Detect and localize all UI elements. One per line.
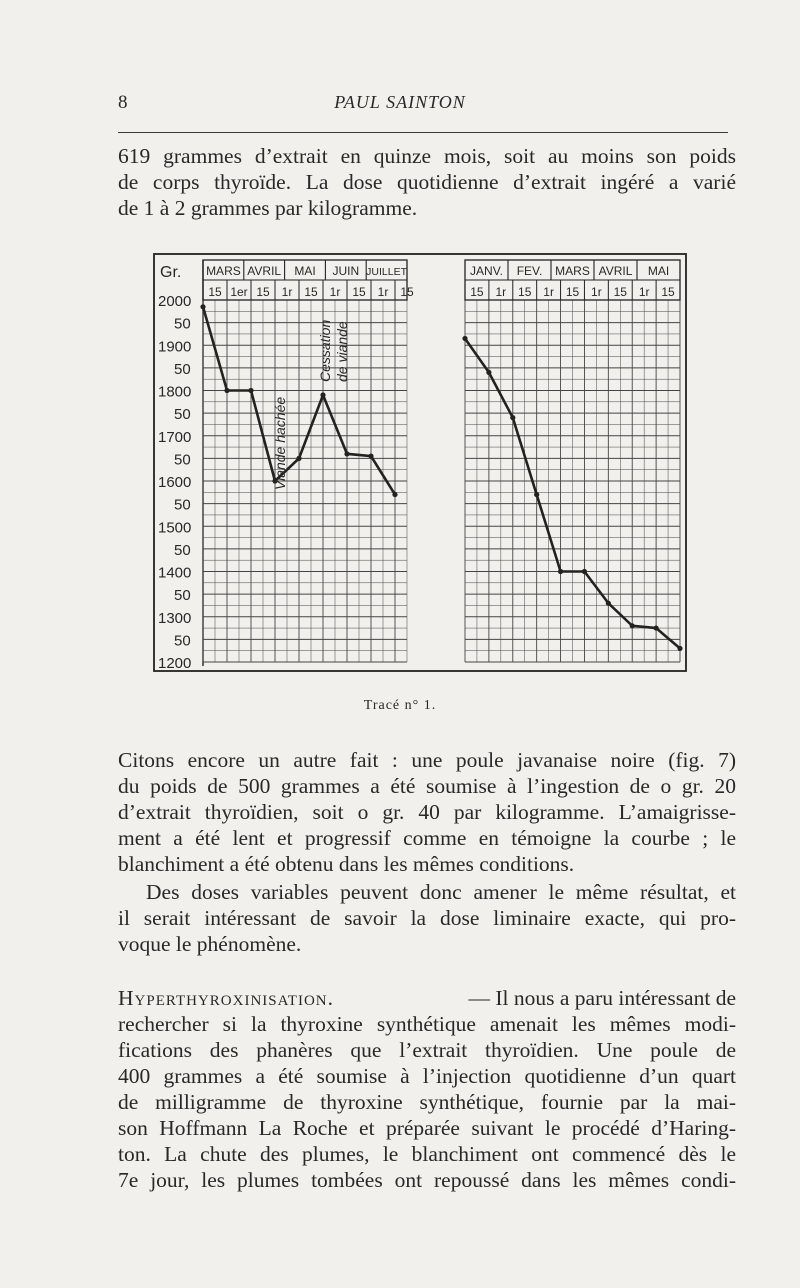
left-data-point [200,304,205,309]
text-line: du poids de 500 grammes a été soumise à l’ingestion de o gr. 20 [118,774,736,798]
left-month-label: MAI [294,264,316,278]
text-line: blanchiment a été obtenu dans les mêmes conditions. [118,852,575,876]
right-month-label: FEV. [516,264,543,278]
right-data-point [677,646,682,651]
annotation-cessation: Cessation [317,319,333,382]
left-day-label: 1r [329,285,341,299]
left-month-label: AVRIL [247,264,282,278]
text-line: 7e jour, les plumes tombées ont repoussé dans les mêmes condi- [118,1168,736,1192]
y-tick-label: 50 [174,360,191,378]
y-tick-label: 1700 [158,428,192,446]
annotation-viande-hachee: Viande hachée [272,396,288,490]
text-line: de 1 à 2 grammes par kilogramme. [118,196,418,220]
header-rule [118,132,728,133]
right-day-label: 15 [518,285,532,299]
section-heading: Hyperthyroxinisation. [118,986,334,1010]
text-line: voque le phénomène. [118,932,302,956]
text-line: fications des phanères que l’extrait thyroïdien. Une poule de [118,1038,736,1062]
left-data-point [296,456,301,461]
chart-frame [154,254,686,671]
running-head: PAUL SAINTON [334,92,466,112]
left-data-point [224,388,229,393]
heading-continuation: — Il nous a paru intéressant de [468,986,736,1010]
y-tick-label: 2000 [158,293,192,310]
right-data-point [606,601,611,606]
left-day-label: 15 [304,285,318,299]
y-tick-label: 50 [174,496,191,514]
right-day-label: 1r [543,285,554,299]
right-data-point [510,415,515,420]
y-tick-label: 1600 [158,474,192,491]
left-day-label: 1er [230,285,248,299]
right-day-label: 1r [591,285,602,299]
text-line: il serait intéressant de savoir la dose liminaire exacte, qui pro- [118,906,736,930]
right-day-label: 15 [661,285,675,299]
y-tick-label: 50 [174,541,191,559]
left-day-label: 15 [256,285,270,299]
y-axis-title: Gr. [160,264,182,281]
text-line: ment a été lent et progressif comme en témoigne la courbe ; le [118,826,736,850]
right-month-label: MAI [647,264,670,278]
text-line: de milligramme de thyroxine synthétique, fournie par la mai- [118,1090,736,1114]
right-data-point [462,336,467,341]
left-day-label: 15 [208,285,222,299]
left-data-point [248,388,253,393]
right-day-label: 15 [470,285,484,299]
y-tick-label: 50 [174,406,191,424]
y-tick-label: 1200 [158,655,192,672]
right-day-label: 1r [495,285,507,299]
left-month-label: JUILLET [366,266,408,278]
y-tick-label: 50 [174,315,191,333]
text-line: 400 grammes a été soumise à l’injection quotidienne d’un quart [118,1064,736,1088]
text-line: 619 grammes d’extrait en quinze mois, soit au moins son poids [118,144,736,168]
left-day-label: 1r [281,285,293,299]
left-data-point [368,454,373,459]
left-month-label: JUIN [332,264,360,278]
right-day-label: 15 [613,285,627,299]
right-month-label: AVRIL [598,264,633,278]
left-data-point [392,492,397,497]
weight-chart [150,250,690,680]
y-tick-label: 1900 [158,338,192,356]
text-line: rechercher si la thyroxine synthétique amenait les mêmes modi- [118,1012,736,1036]
right-data-point [654,625,659,630]
y-tick-label: 1400 [158,564,192,582]
text-line [118,985,736,1011]
y-tick-label: 1500 [158,519,192,537]
left-day-label: 15 [352,285,366,299]
text-line: de corps thyroïde. La dose quotidienne d’extrait ingéré a varié [118,170,736,194]
right-data-point [630,623,635,628]
right-month-label: MARS [555,264,590,278]
right-data-point [534,492,539,497]
y-tick-label: 50 [174,451,191,469]
left-grid [203,260,407,662]
y-tick-label: 1800 [158,383,192,401]
left-data-point [320,392,325,397]
right-day-label: 15 [565,285,580,299]
y-tick-label: 50 [174,632,191,650]
left-data-point [344,451,349,456]
right-grid [465,260,680,662]
text-line: Des doses variables peuvent donc amener le même résultat, et [146,880,736,904]
annotation-de-viande: de viande [334,321,350,382]
y-tick-label: 50 [174,587,191,605]
right-data-point [558,569,563,574]
left-month-label: MARS [206,264,241,278]
y-tick-label: 1300 [158,609,192,627]
left-day-label: 1r [377,285,389,299]
text-line: ton. La chute des plumes, le blanchiment ont commencé dès le [118,1142,736,1166]
text-line: Citons encore un autre fait : une poule javanaise noire (fig. 7) [118,748,736,772]
text-line: son Hoffmann La Roche et préparée suivant le procédé d’Haring- [118,1116,736,1140]
right-day-label: 1r [638,285,650,299]
page-number: 8 [118,92,128,113]
text-line: d’extrait thyroïdien, soit o gr. 40 par kilogramme. L’amaigrisse- [118,800,736,824]
right-data-point [486,370,491,375]
right-data-point [582,569,587,574]
right-month-label: JANV. [470,264,503,278]
figure-caption: Tracé n° 1. [363,698,437,713]
left-day-label: 15 [400,285,414,299]
